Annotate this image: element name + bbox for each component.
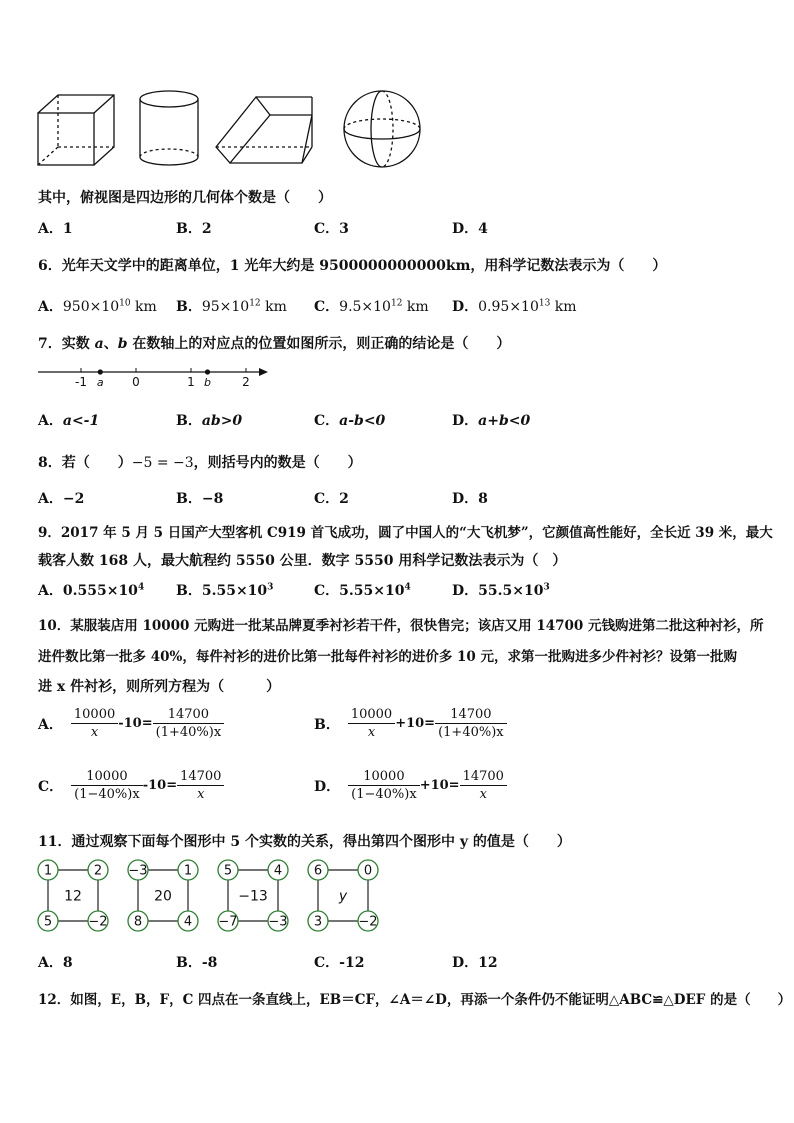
number-square-4 <box>308 860 378 931</box>
q10-option-c-right-den: x <box>197 787 205 802</box>
number-line-label: -1 <box>75 375 87 389</box>
number-circle-value: 6 <box>313 863 323 879</box>
q8-equation: −5 = −3 <box>131 455 194 471</box>
number-line-label: 0 <box>132 375 140 389</box>
q7-option-a-label: A． <box>38 413 63 429</box>
q7-option-a[interactable] <box>38 410 99 430</box>
q8-option-a[interactable]: A．−2 <box>38 491 85 507</box>
q9-option-a-label: A． <box>38 583 63 599</box>
number-circle-value: 0 <box>363 863 373 879</box>
q10-option-a-left-den: x <box>90 725 99 740</box>
q10-option-d-right-num: 14700 <box>460 768 507 786</box>
q11-option-d[interactable]: D．12 <box>452 955 498 971</box>
q9-option-c-label: C． <box>314 583 340 599</box>
q6-option-c-mantissa: 9.5×10 <box>339 299 391 315</box>
q9-option-d-exponent: 3 <box>543 582 550 593</box>
number-circle-value: −3 <box>268 914 288 930</box>
q9-option-c[interactable] <box>314 580 411 600</box>
number-circle-value: −3 <box>128 863 148 879</box>
q10-option-c-left-num: 10000 <box>71 768 143 786</box>
q4-option-a[interactable]: A．1 <box>38 221 73 237</box>
q6-option-c-unit: km <box>402 299 429 315</box>
number-square-3 <box>218 860 288 931</box>
number-line-label: 1 <box>187 375 195 389</box>
q9-option-b-mantissa: 5.55×10 <box>201 583 268 599</box>
q10-option-b-right-fraction <box>435 706 507 741</box>
q10-option-c-operator: -10= <box>142 778 178 793</box>
q10-option-d-left-den: (1−40%)x <box>351 787 417 802</box>
question-4-stem: 其中，俯视图是四边形的几何体个数是（ ） <box>38 190 332 206</box>
q8-option-d[interactable]: D．8 <box>452 491 488 507</box>
q10-option-b-operator: +10= <box>395 716 436 731</box>
q6-option-d-exponent: 13 <box>538 298 551 309</box>
solid-figures <box>30 85 440 170</box>
number-circle-value: 3 <box>313 914 323 930</box>
number-circle-value: 1 <box>183 863 193 879</box>
number-circle-value: 1 <box>43 863 53 879</box>
q4-option-d[interactable]: D．4 <box>452 221 488 237</box>
question-10-line-2: 进件数比第一批多 40%，每件衬衫的进价比第一批每件衬衫的进价多 10 元，求第一批购进多少件衬衫？设第一批购 <box>38 649 737 665</box>
number-square-1 <box>38 860 108 931</box>
q10-option-d-left-fraction <box>348 768 420 803</box>
q10-option-b[interactable] <box>314 706 507 741</box>
q10-option-c-label: C． <box>38 778 64 795</box>
question-12-stem: 12．如图，E，B，F，C 四点在一条直线上，EB＝CF，∠A＝∠D，再添一个条件仍不能证明△ABC≌△DEF 的是（ ） <box>38 992 792 1008</box>
q7-option-a-expr: a<-1 <box>62 413 100 429</box>
q6-option-d-mantissa: 0.95×10 <box>478 299 539 315</box>
number-square-center-value: 20 <box>154 888 172 905</box>
q10-option-b-left-den: x <box>367 725 376 740</box>
number-circle-value: −2 <box>88 914 108 930</box>
q9-option-b-exponent: 3 <box>267 582 274 593</box>
q10-option-b-right-num: 14700 <box>435 706 507 724</box>
question-9-line-1: 9．2017 年 5 月 5 日国产大型客机 C919 首飞成功，圆了中国人的“大飞机梦”，它颜值高性能好，全长近 39 米，最大 <box>38 525 773 541</box>
q10-option-a-right-num: 14700 <box>153 706 225 724</box>
question-7-stem <box>38 333 510 353</box>
sphere-figure <box>344 91 420 167</box>
number-circle-value: 4 <box>273 863 283 879</box>
q7-option-b[interactable] <box>176 410 242 430</box>
question-6-stem: 6．光年天文学中的距离单位，1 光年大约是 9500000000000km，用科学记数法表示为（ ） <box>38 258 667 274</box>
number-line-arrow <box>259 368 268 376</box>
q6-option-d[interactable] <box>452 296 577 316</box>
q10-option-a-left-num: 10000 <box>71 706 118 724</box>
q7-option-d[interactable] <box>452 410 530 430</box>
q11-option-c[interactable]: C．-12 <box>314 955 365 971</box>
q6-option-b-label: B． <box>176 299 202 315</box>
q10-option-c-left-fraction <box>71 768 143 803</box>
number-square-center-value: 12 <box>64 888 82 905</box>
q10-option-b-left-fraction <box>348 706 395 741</box>
q7-option-c-expr: a-b<0 <box>339 413 386 429</box>
q7-var-a: a <box>94 336 104 352</box>
q10-option-b-label: B． <box>314 716 340 733</box>
q10-option-d-right-fraction <box>460 768 507 803</box>
q10-option-d-right-den: x <box>479 787 487 802</box>
q10-option-a[interactable] <box>38 706 224 741</box>
number-circle-value: −2 <box>358 914 378 930</box>
q10-option-d-operator: +10= <box>419 778 460 793</box>
q10-option-d-label: D． <box>314 778 341 795</box>
q10-option-a-right-fraction <box>153 706 225 741</box>
question-9-line-2: 载客人数 168 人，最大航程约 5550 公里．数字 5550 用科学记数法表示为（ ） <box>38 553 567 569</box>
number-square-center-value: −13 <box>238 888 268 905</box>
q7-option-d-label: D． <box>452 413 479 429</box>
q6-option-c[interactable] <box>314 296 429 316</box>
cylinder-figure <box>140 91 198 165</box>
q8-prefix: 8．若（ ） <box>38 455 132 471</box>
q9-option-a-exponent: 4 <box>137 582 145 593</box>
q9-option-a-mantissa: 0.555×10 <box>62 583 138 599</box>
q6-option-b-unit: km <box>260 299 287 315</box>
q6-option-a-unit: km <box>130 299 157 315</box>
q7-var-b: b <box>117 336 128 352</box>
q6-option-b[interactable] <box>176 296 287 316</box>
number-circle-value: 2 <box>93 863 103 879</box>
q10-option-c-right-num: 14700 <box>177 768 224 786</box>
q10-option-c-left-den: (1−40%)x <box>74 787 140 802</box>
q6-option-b-mantissa: 95×10 <box>201 299 250 315</box>
number-circle-value: 5 <box>223 863 233 879</box>
q9-option-d[interactable] <box>452 580 550 600</box>
q6-option-c-label: C． <box>314 299 340 315</box>
q6-option-a[interactable] <box>38 296 157 316</box>
cube-figure <box>38 95 114 165</box>
q10-option-c[interactable] <box>38 768 224 803</box>
q4-option-c[interactable]: C．3 <box>314 221 349 237</box>
number-squares-figure <box>34 856 394 934</box>
question-10-line-3: 进 x 件衬衫，则所列方程为（ ） <box>38 679 281 695</box>
question-8-stem <box>38 452 362 472</box>
q6-option-c-exponent: 12 <box>390 298 403 309</box>
q9-option-b[interactable] <box>176 580 273 600</box>
question-10-line-1: 10．某服装店用 10000 元购进一批某品牌夏季衬衫若干件，很快售完；该店又用 14700 元钱购进第二批这种衬衫，所 <box>38 618 764 634</box>
q8-option-b[interactable]: B．−8 <box>176 491 224 507</box>
q7-option-c[interactable] <box>314 410 385 430</box>
number-circle-value: 5 <box>43 914 53 930</box>
q6-option-a-mantissa: 950×10 <box>62 299 120 315</box>
q7-option-b-expr: ab>0 <box>201 413 243 429</box>
number-square-center-value: y <box>338 888 348 905</box>
number-line <box>36 360 276 390</box>
q9-option-d-label: D． <box>452 583 479 599</box>
number-line-point-a <box>98 369 103 374</box>
q8-suffix: ，则括号内的数是（ ） <box>193 455 362 471</box>
number-circle-value: 4 <box>183 914 193 930</box>
q9-option-a[interactable] <box>38 580 144 600</box>
number-line-point-b <box>205 369 210 374</box>
q10-option-b-right-den: (1+40%)x <box>438 725 504 740</box>
q10-option-a-label: A． <box>38 716 63 733</box>
q7-option-d-expr: a+b<0 <box>478 413 531 429</box>
q8-option-c[interactable]: C．2 <box>314 491 349 507</box>
q6-option-a-exponent: 10 <box>119 298 131 309</box>
q9-option-c-mantissa: 5.55×10 <box>339 583 405 599</box>
q6-option-b-exponent: 12 <box>249 298 261 309</box>
number-circle-value: −7 <box>218 914 238 930</box>
q10-option-a-left-fraction <box>71 706 118 741</box>
q4-option-b[interactable]: B．2 <box>176 221 212 237</box>
q10-option-a-operator: -10= <box>118 716 153 731</box>
q11-option-a[interactable]: A．8 <box>38 955 73 971</box>
q9-option-b-label: B． <box>176 583 202 599</box>
q9-option-d-mantissa: 55.5×10 <box>478 583 544 599</box>
q6-option-a-label: A． <box>38 299 63 315</box>
q7-separator: 、 <box>103 336 118 352</box>
number-line-label: 2 <box>242 375 250 389</box>
q11-option-b[interactable]: B．-8 <box>176 955 218 971</box>
q6-option-d-label: D． <box>452 299 479 315</box>
q7-rest: 在数轴上的对应点的位置如图所示，则正确的结论是（ ） <box>127 336 511 352</box>
number-line-label: a <box>96 376 104 389</box>
q10-option-d-left-num: 10000 <box>348 768 420 786</box>
q10-option-d[interactable] <box>314 768 507 803</box>
prism-figure <box>216 97 312 163</box>
q7-option-b-label: B． <box>176 413 202 429</box>
q9-option-c-exponent: 4 <box>404 582 411 593</box>
q7-option-c-label: C． <box>314 413 340 429</box>
number-line-label: b <box>204 376 211 389</box>
q10-option-a-right-den: (1+40%)x <box>155 725 222 740</box>
q7-number: 7．实数 <box>38 336 95 352</box>
question-11-stem: 11．通过观察下面每个图形中 5 个实数的关系，得出第四个图形中 y 的值是（ ） <box>38 834 571 850</box>
q6-option-d-unit: km <box>550 299 577 315</box>
q10-option-b-left-num: 10000 <box>348 706 395 724</box>
q10-option-c-right-fraction <box>177 768 224 803</box>
number-circle-value: 8 <box>133 914 143 930</box>
number-square-2 <box>128 860 198 931</box>
